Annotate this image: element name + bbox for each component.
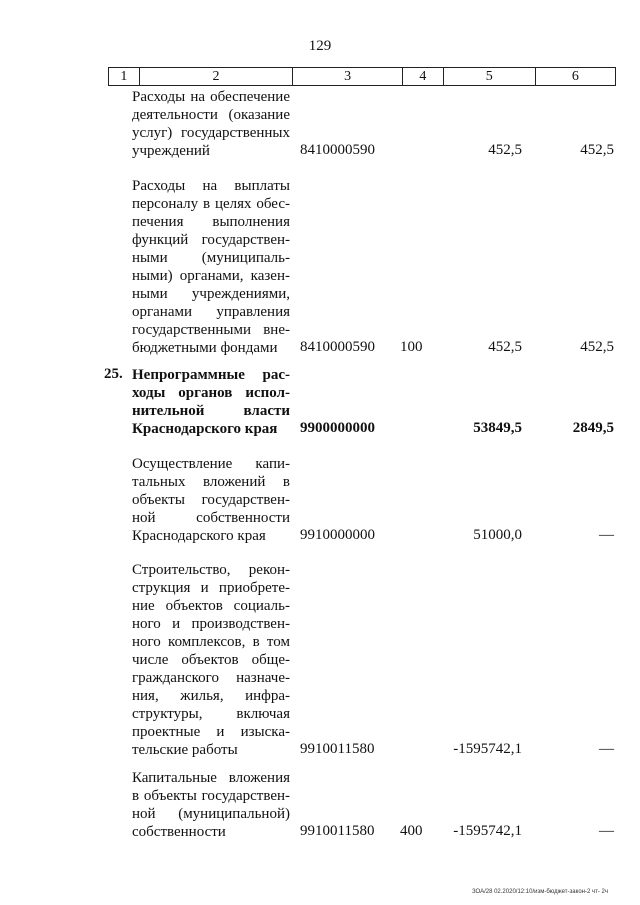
row-expense-type: 400 <box>400 823 423 839</box>
row-number: 25. <box>104 366 123 382</box>
description-line: Капитальные вложения <box>132 770 290 786</box>
row-description <box>132 769 290 841</box>
description-line: ными (муниципаль- <box>132 250 290 266</box>
row-description <box>132 455 290 545</box>
description-line: деятельности (оказание <box>132 107 290 123</box>
row-amount-2021: 452,5 <box>580 142 614 158</box>
description-line: ния, жилья, инфра- <box>132 688 290 704</box>
description-line: гражданского назначе- <box>132 670 290 686</box>
description-line: услуг) государственных <box>132 125 290 141</box>
row-code: 9910000000 <box>300 527 375 543</box>
row-expense-type: 100 <box>400 339 423 355</box>
row-amount-2021: — <box>599 823 614 839</box>
description-line: ной собственности <box>132 510 290 526</box>
row-amount-2020: 51000,0 <box>473 527 522 543</box>
header-col-1: 1 <box>109 68 140 85</box>
row-amount-2021: — <box>599 741 614 757</box>
header-col-5: 5 <box>444 68 536 85</box>
description-line: нительной власти <box>132 403 290 419</box>
row-amount-2020: 452,5 <box>488 339 522 355</box>
row-amount-2020: 53849,5 <box>473 420 522 436</box>
header-col-6: 6 <box>571 69 579 84</box>
description-line: тальных вложений в <box>132 474 290 490</box>
description-line: учреждений <box>132 143 210 159</box>
row-code: 9910011580 <box>300 741 375 757</box>
row-amount-2020: 452,5 <box>488 142 522 158</box>
description-line: органами управления <box>132 304 290 320</box>
description-line: ными) органами, казен- <box>132 268 290 284</box>
row-description <box>132 88 290 160</box>
description-line: персоналу в целях обес- <box>132 196 290 212</box>
row-amount-2020: -1595742,1 <box>453 823 522 839</box>
description-line: функций государствен- <box>132 232 290 248</box>
description-line: Краснодарского края <box>132 528 266 544</box>
description-line: тельские работы <box>132 742 238 758</box>
row-description <box>132 561 290 759</box>
description-line: ной (муниципальной) <box>132 806 290 822</box>
row-description <box>132 366 290 438</box>
row-amount-2021: 2849,5 <box>572 420 614 436</box>
description-line: струкция и приобрете- <box>132 580 290 596</box>
description-line: объекты государствен- <box>132 492 290 508</box>
row-code: 8410000590 <box>300 339 375 355</box>
description-line: собственности <box>132 824 226 840</box>
row-amount-2021: 452,5 <box>580 339 614 355</box>
description-line: государственными вне- <box>132 322 290 338</box>
row-code: 9900000000 <box>300 420 375 436</box>
header-col-3: 3 <box>293 68 403 85</box>
description-line: ного и производствен- <box>132 616 290 632</box>
description-line: печения выполнения <box>132 214 290 230</box>
description-line: ние объектов социаль- <box>132 598 290 614</box>
description-line: ными учреждениями, <box>132 286 290 302</box>
description-line: Непрограммные рас- <box>132 367 290 383</box>
description-line: Строительство, рекон- <box>132 562 290 578</box>
description-line: структуры, включая <box>132 706 290 722</box>
header-col-4: 4 <box>403 68 444 85</box>
row-code: 9910011580 <box>300 823 375 839</box>
row-description <box>132 177 290 357</box>
footer-stamp: ЗОА/28 02.2020/12:10/изм-бюджет-закон-2 чт- 2ч <box>471 889 608 895</box>
row-code: 8410000590 <box>300 142 375 158</box>
description-line: проектные и изыска- <box>132 724 290 740</box>
page-number: 129 <box>308 38 332 54</box>
description-line: ного комплексов, в том <box>132 634 290 650</box>
description-line: Расходы на обеспечение <box>132 89 290 105</box>
table-header <box>108 67 616 86</box>
description-line: Расходы на выплаты <box>132 178 290 194</box>
description-line: Осуществление капи- <box>132 456 290 472</box>
description-line: ходы органов испол- <box>132 385 290 401</box>
description-line: в объекты государствен- <box>132 788 290 804</box>
header-col-2: 2 <box>140 68 293 85</box>
description-line: бюджетными фондами <box>132 340 278 356</box>
row-amount-2021: — <box>599 527 614 543</box>
row-amount-2020: -1595742,1 <box>453 741 522 757</box>
description-line: числе объектов обще- <box>132 652 290 668</box>
description-line: Краснодарского края <box>132 421 278 437</box>
